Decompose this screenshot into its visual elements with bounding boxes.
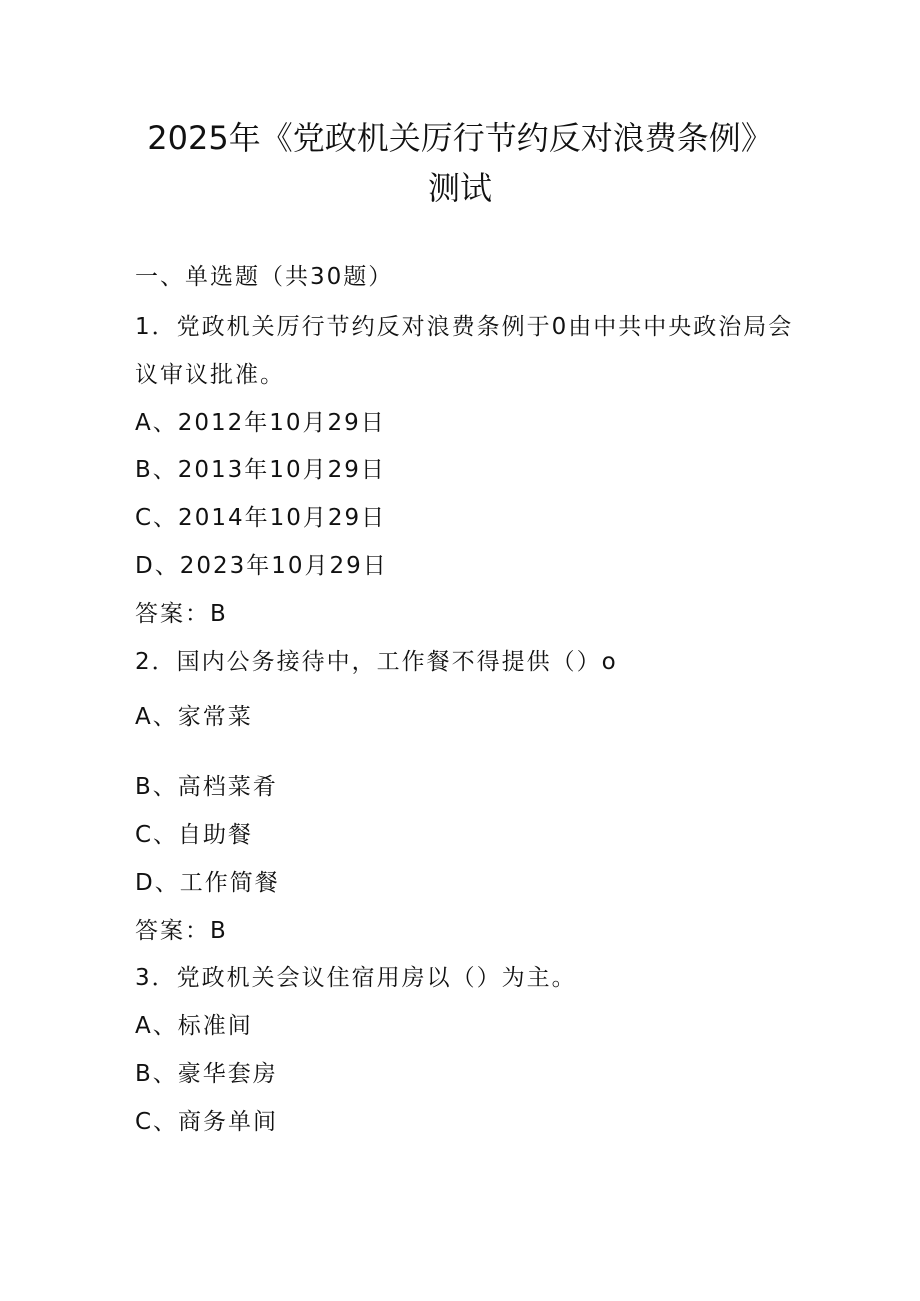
question-3-stem: 3．党政机关会议住宿用房以（）为主。 xyxy=(135,965,577,991)
document-title-line-2: 测试 xyxy=(427,169,492,207)
question-1-answer: 答案：B xyxy=(135,601,228,627)
question-1-option-b: B、2013年10月29日 xyxy=(135,457,386,483)
question-1-stem-line-1: 1．党政机关厉行节约反对浪费条例于0由中共中央政治局会 xyxy=(135,314,794,340)
question-2-option-b: B、高档菜肴 xyxy=(135,774,278,800)
question-3-option-c: C、商务单间 xyxy=(135,1109,279,1135)
question-3-option-b: B、豪华套房 xyxy=(135,1061,278,1087)
question-1-option-c: C、2014年10月29日 xyxy=(135,505,387,531)
question-2-option-d: D、工作简餐 xyxy=(135,870,280,896)
question-2-answer: 答案：B xyxy=(135,918,228,944)
question-2-option-c: C、自助餐 xyxy=(135,822,254,848)
question-1-option-a: A、2012年10月29日 xyxy=(135,410,386,436)
question-2-stem: 2．国内公务接待中，工作餐不得提供（）o xyxy=(135,649,618,675)
question-2-option-a: A、家常菜 xyxy=(135,704,253,730)
section-heading: 一、单选题（共30题） xyxy=(135,264,394,290)
question-1-stem-line-2: 议审议批准。 xyxy=(135,362,285,388)
question-3-option-a: A、标准间 xyxy=(135,1013,253,1039)
document-title-line-1: 2025年《党政机关厉行节约反对浪费条例》 xyxy=(147,119,773,157)
question-1-option-d: D、2023年10月29日 xyxy=(135,553,388,579)
